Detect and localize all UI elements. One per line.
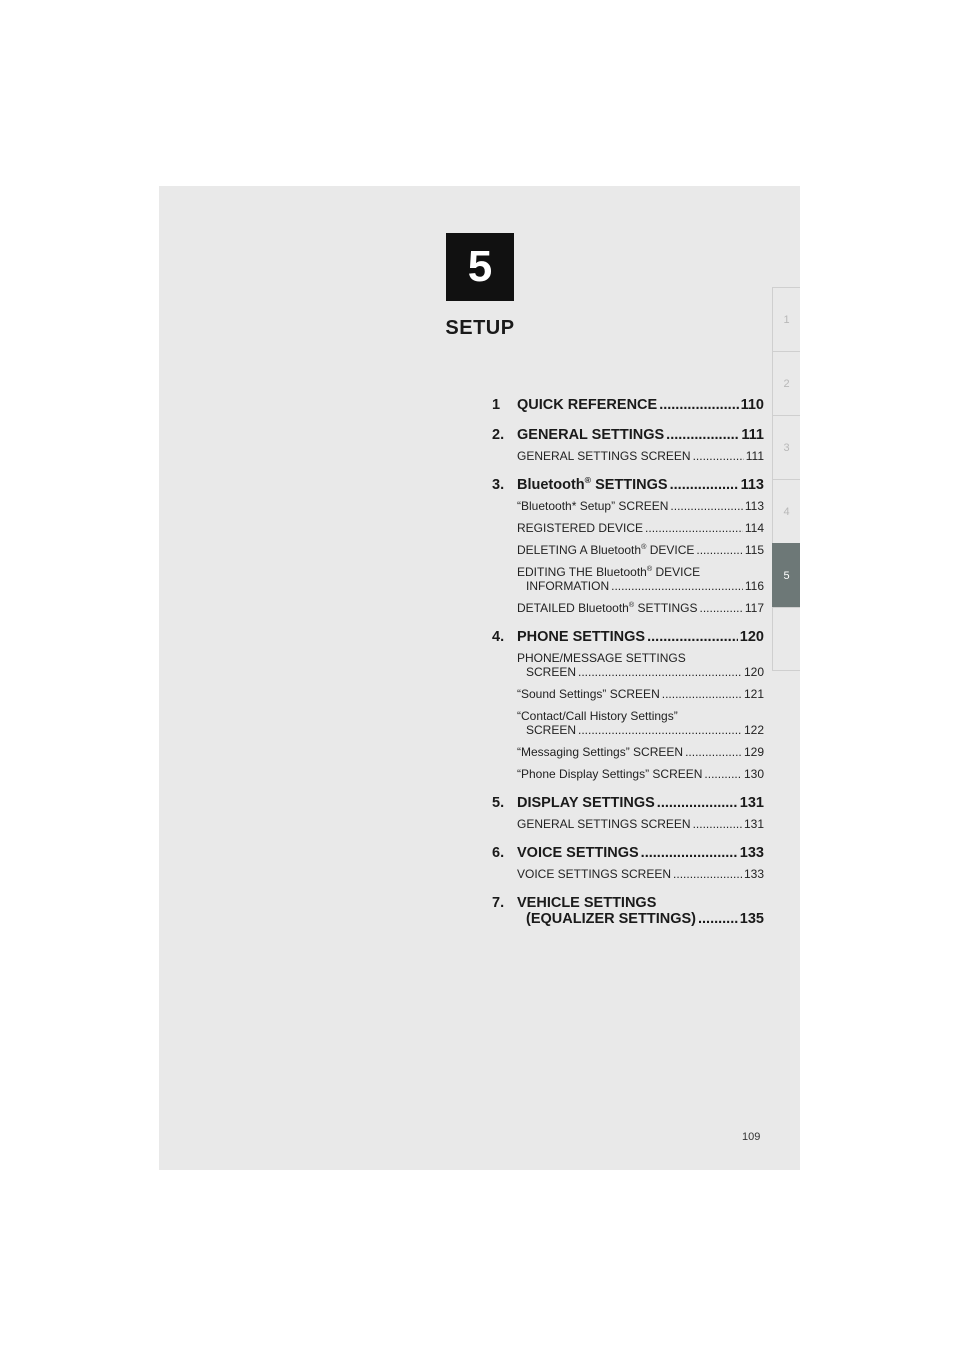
dot-leader xyxy=(641,845,738,861)
toc-section-voice-settings[interactable]: 6. VOICE SETTINGS ..... 133 xyxy=(492,845,764,861)
dot-leader xyxy=(698,911,738,927)
dot-leader xyxy=(670,499,742,513)
chapter-tabs xyxy=(772,287,800,671)
dot-leader xyxy=(699,601,742,615)
dot-leader xyxy=(578,723,742,737)
dot-leader xyxy=(647,629,738,645)
dot-leader xyxy=(645,521,743,535)
dot-leader xyxy=(673,867,742,881)
tab-chapter-blank xyxy=(772,607,800,671)
dot-leader xyxy=(662,687,742,701)
toc-item[interactable]: EDITING THE Bluetooth® DEVICE INFORMATION ..... 116 xyxy=(492,565,764,593)
chapter-number-box xyxy=(446,233,514,301)
table-of-contents xyxy=(492,397,764,927)
toc-section-quick-reference[interactable]: 1 QUICK REFERENCE ..... 110 xyxy=(492,397,764,413)
toc-item[interactable]: PHONE/MESSAGE SETTINGS SCREEN ..... 120 xyxy=(492,651,764,679)
dot-leader xyxy=(578,665,742,679)
toc-item[interactable]: “Messaging Settings” SCREEN ..... 129 xyxy=(492,745,764,759)
dot-leader xyxy=(611,579,743,593)
toc-item[interactable]: VOICE SETTINGS SCREEN ..... 133 xyxy=(492,867,764,881)
page-number: 109 xyxy=(742,1131,761,1143)
tab-chapter-1[interactable]: 1 xyxy=(772,287,800,351)
toc-item[interactable]: “Phone Display Settings” SCREEN ..... 130 xyxy=(492,767,764,781)
toc-section-display-settings[interactable]: 5. DISPLAY SETTINGS ..... 131 xyxy=(492,795,764,811)
chapter-number: 5 xyxy=(467,242,493,291)
toc-section-phone-settings[interactable]: 4. PHONE SETTINGS ..... 120 xyxy=(492,629,764,645)
dot-leader xyxy=(685,745,742,759)
toc-item[interactable]: DELETING A Bluetooth® DEVICE ..... 115 xyxy=(492,543,764,557)
toc-item[interactable]: “Bluetooth* Setup” SCREEN ..... 113 xyxy=(492,499,764,513)
page-ref: 111 xyxy=(741,427,764,443)
dot-leader xyxy=(670,477,739,493)
dot-leader xyxy=(659,397,738,413)
toc-item[interactable]: GENERAL SETTINGS SCREEN ..... 111 xyxy=(492,449,764,463)
dot-leader xyxy=(666,427,739,443)
tab-chapter-2[interactable]: 2 xyxy=(772,351,800,415)
toc-section-vehicle-settings[interactable]: 7. VEHICLE SETTINGS (EQUALIZER SETTINGS) ..... 135 xyxy=(492,895,764,927)
tab-chapter-5[interactable]: 5 xyxy=(772,543,800,607)
dot-leader xyxy=(693,449,744,463)
toc-item[interactable]: GENERAL SETTINGS SCREEN ..... 131 xyxy=(492,817,764,831)
toc-item[interactable]: “Contact/Call History Settings” SCREEN ..... 122 xyxy=(492,709,764,737)
tab-chapter-3[interactable]: 3 xyxy=(772,415,800,479)
toc-section-general-settings[interactable]: 2. GENERAL SETTINGS ..... 111 xyxy=(492,427,764,443)
toc-item[interactable]: REGISTERED DEVICE ..... 114 xyxy=(492,521,764,535)
dot-leader xyxy=(696,543,742,557)
page-ref: 110 xyxy=(740,397,764,413)
dot-leader xyxy=(693,817,742,831)
dot-leader xyxy=(657,795,738,811)
chapter-title: SETUP xyxy=(445,317,515,339)
dot-leader xyxy=(704,767,742,781)
toc-section-bluetooth-settings[interactable]: 3. Bluetooth® SETTINGS ..... 113 xyxy=(492,477,764,493)
toc-item[interactable]: “Sound Settings” SCREEN ..... 121 xyxy=(492,687,764,701)
toc-item[interactable]: DETAILED Bluetooth® SETTINGS ..... 117 xyxy=(492,601,764,615)
tab-chapter-4[interactable]: 4 xyxy=(772,479,800,543)
